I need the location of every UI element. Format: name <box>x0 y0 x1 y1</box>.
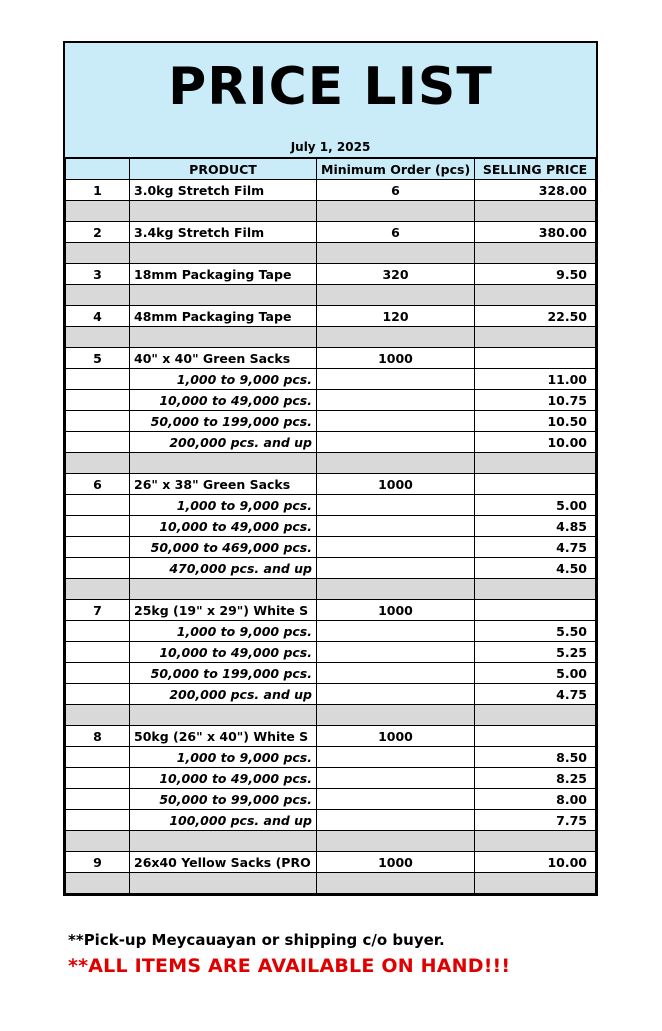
tier-range: 10,000 to 49,000 pcs. <box>130 642 317 663</box>
spacer-cell <box>66 831 130 852</box>
tier-row <box>66 411 596 432</box>
minimum-order: 6 <box>317 222 475 243</box>
tier-range: 50,000 to 199,000 pcs. <box>130 411 317 432</box>
tier-blank <box>317 642 475 663</box>
selling-price: 380.00 <box>475 222 596 243</box>
tier-price: 5.00 <box>475 663 596 684</box>
minimum-order: 6 <box>317 180 475 201</box>
tier-blank <box>66 516 130 537</box>
spacer-row <box>66 243 596 264</box>
tier-price: 5.00 <box>475 495 596 516</box>
selling-price: 22.50 <box>475 306 596 327</box>
spacer-cell <box>317 705 475 726</box>
tier-range: 50,000 to 99,000 pcs. <box>130 789 317 810</box>
spacer-cell <box>317 453 475 474</box>
item-number: 2 <box>66 222 130 243</box>
spacer-row <box>66 705 596 726</box>
product-name: 26x40 Yellow Sacks (PRO <box>130 852 317 873</box>
spacer-cell <box>475 327 596 348</box>
item-number: 9 <box>66 852 130 873</box>
tier-price: 8.00 <box>475 789 596 810</box>
spacer-cell <box>317 285 475 306</box>
spacer-cell <box>66 453 130 474</box>
selling-price: 10.00 <box>475 852 596 873</box>
tier-range: 1,000 to 9,000 pcs. <box>130 495 317 516</box>
tier-blank <box>317 789 475 810</box>
tier-price: 8.50 <box>475 747 596 768</box>
tier-blank <box>317 558 475 579</box>
table-row <box>66 852 596 873</box>
selling-price <box>475 474 596 495</box>
item-number: 6 <box>66 474 130 495</box>
spacer-cell <box>130 285 317 306</box>
spacer-cell <box>130 579 317 600</box>
product-name: 48mm Packaging Tape <box>130 306 317 327</box>
spacer-cell <box>317 873 475 894</box>
minimum-order: 1000 <box>317 726 475 747</box>
tier-price: 5.25 <box>475 642 596 663</box>
tier-price: 5.50 <box>475 621 596 642</box>
table-row <box>66 306 596 327</box>
minimum-order: 1000 <box>317 348 475 369</box>
minimum-order: 1000 <box>317 852 475 873</box>
product-name: 3.0kg Stretch Film <box>130 180 317 201</box>
tier-row <box>66 390 596 411</box>
tier-blank <box>317 369 475 390</box>
tier-blank <box>317 390 475 411</box>
selling-price <box>475 600 596 621</box>
tier-blank <box>66 642 130 663</box>
product-name: 25kg (19" x 29") White S <box>130 600 317 621</box>
notes <box>68 931 510 977</box>
spacer-cell <box>130 453 317 474</box>
column-header-min-order: Minimum Order (pcs) <box>317 159 475 180</box>
page-title: PRICE LIST <box>168 57 493 117</box>
tier-range: 10,000 to 49,000 pcs. <box>130 516 317 537</box>
tier-row <box>66 810 596 831</box>
tier-blank <box>317 432 475 453</box>
spacer-cell <box>130 243 317 264</box>
tier-row <box>66 537 596 558</box>
table-row <box>66 264 596 285</box>
item-number: 3 <box>66 264 130 285</box>
tier-row <box>66 747 596 768</box>
spacer-cell <box>130 327 317 348</box>
product-name: 26" x 38" Green Sacks <box>130 474 317 495</box>
spacer-cell <box>317 243 475 264</box>
spacer-cell <box>130 873 317 894</box>
tier-range: 200,000 pcs. and up <box>130 684 317 705</box>
table-row <box>66 474 596 495</box>
minimum-order: 320 <box>317 264 475 285</box>
tier-price: 4.75 <box>475 684 596 705</box>
table-row <box>66 726 596 747</box>
product-name: 40" x 40" Green Sacks <box>130 348 317 369</box>
price-table-body <box>66 180 596 894</box>
spacer-cell <box>475 873 596 894</box>
tier-blank <box>66 663 130 684</box>
tier-range: 1,000 to 9,000 pcs. <box>130 369 317 390</box>
spacer-cell <box>130 201 317 222</box>
spacer-cell <box>475 579 596 600</box>
spacer-cell <box>66 873 130 894</box>
tier-row <box>66 516 596 537</box>
tier-blank <box>66 621 130 642</box>
column-header-product: PRODUCT <box>130 159 317 180</box>
product-name: 18mm Packaging Tape <box>130 264 317 285</box>
spacer-row <box>66 873 596 894</box>
tier-blank <box>66 390 130 411</box>
spacer-cell <box>66 327 130 348</box>
tier-blank <box>66 789 130 810</box>
spacer-row <box>66 327 596 348</box>
product-name: 50kg (26" x 40") White S <box>130 726 317 747</box>
tier-price: 8.25 <box>475 768 596 789</box>
tier-blank <box>66 537 130 558</box>
item-number: 7 <box>66 600 130 621</box>
tier-blank <box>317 516 475 537</box>
tier-row <box>66 768 596 789</box>
tier-blank <box>66 369 130 390</box>
tier-blank <box>66 747 130 768</box>
minimum-order: 1000 <box>317 600 475 621</box>
price-date: July 1, 2025 <box>290 140 371 154</box>
spacer-row <box>66 453 596 474</box>
tier-blank <box>317 495 475 516</box>
tier-row <box>66 558 596 579</box>
tier-blank <box>317 621 475 642</box>
price-list-sheet <box>63 41 598 896</box>
tier-row <box>66 642 596 663</box>
item-number: 4 <box>66 306 130 327</box>
column-header-no <box>66 159 130 180</box>
tier-blank <box>317 810 475 831</box>
spacer-cell <box>475 831 596 852</box>
tier-range: 10,000 to 49,000 pcs. <box>130 768 317 789</box>
spacer-cell <box>317 327 475 348</box>
spacer-cell <box>475 243 596 264</box>
spacer-cell <box>130 705 317 726</box>
tier-blank <box>317 684 475 705</box>
tier-price: 10.50 <box>475 411 596 432</box>
tier-row <box>66 621 596 642</box>
tier-range: 1,000 to 9,000 pcs. <box>130 747 317 768</box>
spacer-row <box>66 831 596 852</box>
table-row <box>66 348 596 369</box>
tier-price: 10.00 <box>475 432 596 453</box>
spacer-cell <box>317 579 475 600</box>
table-row <box>66 222 596 243</box>
tier-price: 4.85 <box>475 516 596 537</box>
item-number: 8 <box>66 726 130 747</box>
tier-blank <box>66 432 130 453</box>
tier-price: 10.75 <box>475 390 596 411</box>
tier-blank <box>317 411 475 432</box>
spacer-cell <box>317 201 475 222</box>
spacer-cell <box>66 705 130 726</box>
tier-blank <box>66 411 130 432</box>
table-row <box>66 180 596 201</box>
spacer-cell <box>66 579 130 600</box>
selling-price: 9.50 <box>475 264 596 285</box>
title-block <box>65 43 596 158</box>
tier-blank <box>66 495 130 516</box>
item-number: 5 <box>66 348 130 369</box>
tier-blank <box>317 537 475 558</box>
spacer-cell <box>66 243 130 264</box>
spacer-cell <box>475 705 596 726</box>
tier-range: 200,000 pcs. and up <box>130 432 317 453</box>
spacer-row <box>66 285 596 306</box>
selling-price <box>475 348 596 369</box>
availability-note: **ALL ITEMS ARE AVAILABLE ON HAND!!! <box>68 955 511 977</box>
spacer-cell <box>317 831 475 852</box>
tier-row <box>66 432 596 453</box>
tier-blank <box>66 768 130 789</box>
minimum-order: 1000 <box>317 474 475 495</box>
selling-price: 328.00 <box>475 180 596 201</box>
spacer-row <box>66 201 596 222</box>
price-table <box>65 158 596 894</box>
tier-blank <box>66 558 130 579</box>
table-row <box>66 600 596 621</box>
tier-price: 4.50 <box>475 558 596 579</box>
tier-range: 50,000 to 469,000 pcs. <box>130 537 317 558</box>
tier-range: 50,000 to 199,000 pcs. <box>130 663 317 684</box>
item-number: 1 <box>66 180 130 201</box>
tier-row <box>66 663 596 684</box>
tier-blank <box>317 663 475 684</box>
tier-row <box>66 684 596 705</box>
tier-blank <box>317 768 475 789</box>
spacer-cell <box>130 831 317 852</box>
spacer-cell <box>66 201 130 222</box>
column-header-price: SELLING PRICE <box>475 159 596 180</box>
spacer-row <box>66 579 596 600</box>
table-header-row <box>66 159 596 180</box>
tier-range: 470,000 pcs. and up <box>130 558 317 579</box>
tier-price: 4.75 <box>475 537 596 558</box>
spacer-cell <box>475 201 596 222</box>
tier-price: 7.75 <box>475 810 596 831</box>
tier-row <box>66 369 596 390</box>
selling-price <box>475 726 596 747</box>
tier-blank <box>317 747 475 768</box>
shipping-note: **Pick-up Meycauayan or shipping c/o buyer. <box>68 931 445 949</box>
tier-range: 10,000 to 49,000 pcs. <box>130 390 317 411</box>
spacer-cell <box>66 285 130 306</box>
tier-range: 1,000 to 9,000 pcs. <box>130 621 317 642</box>
tier-range: 100,000 pcs. and up <box>130 810 317 831</box>
spacer-cell <box>475 453 596 474</box>
tier-row <box>66 495 596 516</box>
spacer-cell <box>475 285 596 306</box>
tier-row <box>66 789 596 810</box>
tier-price: 11.00 <box>475 369 596 390</box>
tier-blank <box>66 684 130 705</box>
product-name: 3.4kg Stretch Film <box>130 222 317 243</box>
tier-blank <box>66 810 130 831</box>
minimum-order: 120 <box>317 306 475 327</box>
